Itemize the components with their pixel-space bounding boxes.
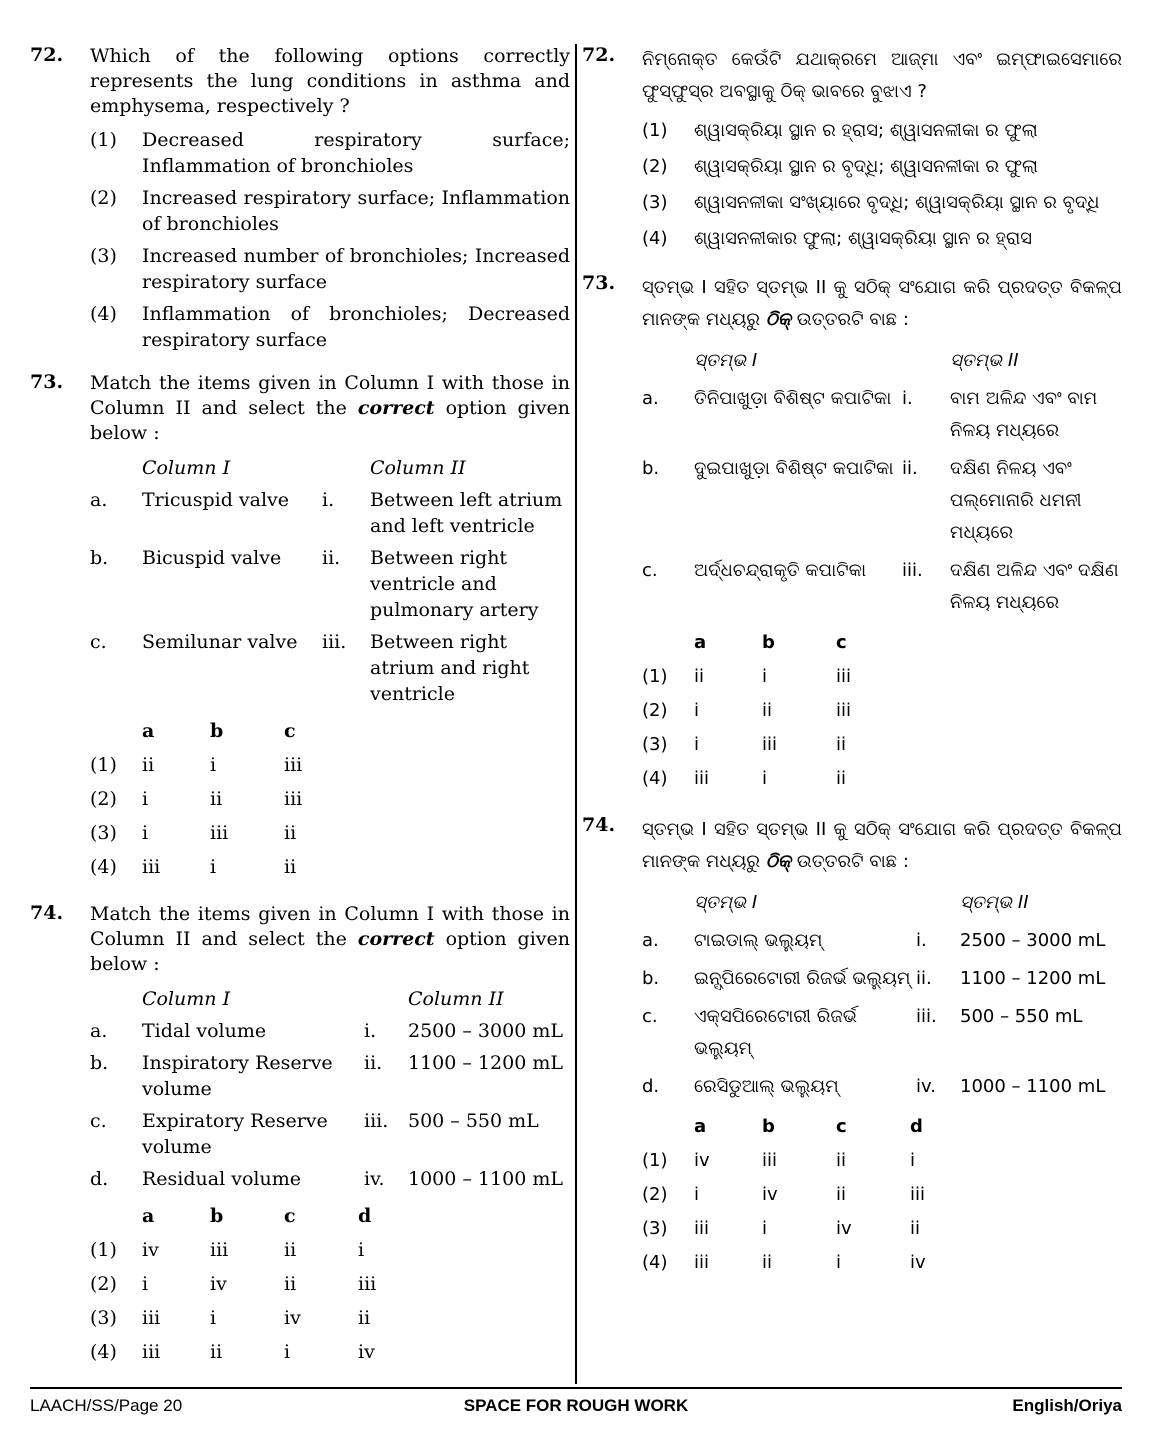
answer-cell: i xyxy=(694,734,700,755)
answer-cell: i xyxy=(142,822,149,844)
answer-row xyxy=(90,850,358,884)
options xyxy=(90,127,570,353)
answer-row xyxy=(90,816,358,850)
match-table xyxy=(90,452,570,710)
column-2-heading: ସ୍ତମ୍ଭ II xyxy=(960,892,1029,913)
row-item: Inspiratory Reserve volume xyxy=(142,1052,333,1100)
answer-row xyxy=(90,1335,432,1369)
match-table xyxy=(642,884,1122,1106)
question-number: 74. xyxy=(582,814,616,836)
grid-head: c xyxy=(284,720,296,742)
option-number: (4) xyxy=(642,228,668,249)
row-key: c. xyxy=(90,631,107,653)
answer-number: (2) xyxy=(90,1273,117,1295)
footer-rule xyxy=(30,1387,1122,1389)
match-header xyxy=(642,884,1122,922)
row-key: c. xyxy=(90,1110,107,1132)
options xyxy=(642,116,1122,254)
column-1-heading: Column I xyxy=(142,988,231,1010)
question-text xyxy=(642,814,1122,878)
column-2-heading: ସ୍ତମ୍ଭ II xyxy=(950,350,1019,371)
question-number: 72. xyxy=(30,44,64,66)
row-key: a. xyxy=(90,1020,108,1042)
answer-number: (1) xyxy=(90,1239,117,1261)
row-roman: ii. xyxy=(364,1052,383,1074)
row-match: ଦକ୍ଷିଣ ଅଳିନ୍ଦ ଏବଂ ଦକ୍ଷିଣ ନିଳୟ ମଧ୍ୟରେ xyxy=(950,560,1119,613)
column-1-heading: ସ୍ତମ୍ଭ I xyxy=(694,350,758,371)
option xyxy=(642,224,1122,254)
column-2-heading: Column II xyxy=(408,988,504,1010)
question-74 xyxy=(30,902,570,1369)
answer-cell: iv xyxy=(910,1252,926,1273)
answer-cell: iv xyxy=(284,1307,301,1329)
answer-cell: iv xyxy=(358,1341,375,1363)
match-table xyxy=(642,342,1122,622)
answer-cell: i xyxy=(694,1184,700,1205)
answer-cell: ii xyxy=(284,822,297,844)
row-key: b. xyxy=(642,968,660,989)
option-number: (4) xyxy=(90,303,117,325)
row-match: 500 – 550 mL xyxy=(408,1110,539,1132)
question-number: 73. xyxy=(582,272,616,294)
answer-cell: iii xyxy=(210,822,229,844)
row-item: Residual volume xyxy=(142,1168,301,1190)
row-roman: iii. xyxy=(322,631,347,653)
row-item: ତିନିପାଖୁଡ଼ା ବିଶିଷ୍ଟ କପାଟିକା xyxy=(694,388,892,409)
emphasis-correct: correct xyxy=(357,928,435,950)
row-item: ଇନ୍ସ୍ପିରେଟୋରୀ ରିଜର୍ଭ ଭଲ୍ୟୁମ୍ xyxy=(694,968,911,989)
answer-grid xyxy=(642,1110,984,1280)
answer-row xyxy=(642,1178,984,1212)
option-text: ଶ୍ୱାସକ୍ରିୟା ସ୍ଥାନ ର ବୃଦ୍ଧି; ଶ୍ୱାସନଳୀକା ର ଫୁଲା xyxy=(694,156,1039,177)
language-label: English/Oriya xyxy=(1012,1396,1122,1415)
row-roman: i. xyxy=(902,388,913,409)
question-73-oriya xyxy=(582,272,1122,796)
row-roman: iii. xyxy=(902,560,923,581)
option-text: Increased number of bronchioles; Increased respiratory surface xyxy=(142,245,570,293)
answer-cell: i xyxy=(284,1341,291,1363)
row-match: Between right atrium and right ventricle xyxy=(370,631,530,705)
option-text: Inflammation of bronchioles; Decreased respiratory surface xyxy=(142,303,570,351)
row-match: ବାମ ଅଳିନ୍ଦ ଏବଂ ବାମ ନିଳୟ ମଧ୍ୟରେ xyxy=(950,388,1098,441)
row-match: ଦକ୍ଷିଣ ନିଳୟ ଏବଂ ପଲ୍ମୋନାରି ଧମନୀ ମଧ୍ୟରେ xyxy=(950,458,1082,543)
match-row xyxy=(642,450,1122,552)
row-key: a. xyxy=(90,489,108,511)
answer-cell: ii xyxy=(210,788,223,810)
row-match: 2500 – 3000 mL xyxy=(960,930,1106,951)
answer-row xyxy=(642,694,910,728)
answer-cell: ii xyxy=(910,1218,921,1239)
row-roman: iii. xyxy=(916,1006,937,1027)
emphasis-correct: correct xyxy=(357,397,435,419)
row-roman: ii. xyxy=(916,968,932,989)
answer-cell: iii xyxy=(694,1252,710,1273)
answer-row xyxy=(642,728,910,762)
grid-head: b xyxy=(762,632,775,653)
row-item: ଟାଇଡାଲ୍ ଭଲ୍ୟୁମ୍ xyxy=(694,930,823,951)
answer-cell: iii xyxy=(284,788,303,810)
match-header xyxy=(90,983,568,1015)
row-key: b. xyxy=(642,458,660,479)
question-number: 73. xyxy=(30,371,64,393)
answer-cell: iii xyxy=(142,856,161,878)
option-number: (3) xyxy=(642,192,668,213)
answer-grid xyxy=(642,626,910,796)
emphasis-correct: ଠିକ୍ xyxy=(765,309,792,330)
oriya-column xyxy=(582,44,1122,1298)
question-72-oriya xyxy=(582,44,1122,254)
option xyxy=(642,116,1122,146)
row-match: 1100 – 1200 mL xyxy=(408,1052,563,1074)
option xyxy=(90,243,570,295)
answer-cell: iii xyxy=(358,1273,377,1295)
question-text-a: Match the items given in Column I with those in Column II and select the xyxy=(90,372,570,419)
question-text-c: ଉତ୍ତରଟି ବାଛ : xyxy=(791,309,909,330)
row-key: a. xyxy=(642,388,659,409)
answer-number: (3) xyxy=(642,1218,668,1239)
rough-work-label: SPACE FOR ROUGH WORK xyxy=(463,1396,689,1415)
match-row xyxy=(90,1105,568,1163)
question-text: Which of the following options correctly represents the lung conditions in asthma and emphysema, respectively ? xyxy=(90,45,570,117)
answer-cell: i xyxy=(210,754,217,776)
column-1-heading: Column I xyxy=(142,457,231,479)
row-item: Expiratory Reserve volume xyxy=(142,1110,328,1158)
answer-number: (2) xyxy=(642,1184,668,1205)
question-number: 74. xyxy=(30,902,64,924)
match-header xyxy=(642,342,1122,380)
answer-cell: ii xyxy=(836,1184,847,1205)
row-key: b. xyxy=(90,1052,109,1074)
answer-number: (1) xyxy=(90,754,117,776)
option-text: ଶ୍ୱାସକ୍ରିୟା ସ୍ଥାନ ର ହ୍ରାସ; ଶ୍ୱାସନଳୀକା ର ଫୁଲା xyxy=(694,120,1038,141)
answer-cell: iii xyxy=(694,768,710,789)
grid-head: c xyxy=(284,1205,296,1227)
english-column xyxy=(30,44,570,1387)
question-74-oriya xyxy=(582,814,1122,1280)
answer-cell: iii xyxy=(762,1150,778,1171)
match-row xyxy=(90,626,570,710)
grid-head: c xyxy=(836,632,847,653)
option-text: ଶ୍ୱାସନଳୀକା ସଂଖ୍ୟାରେ ବୃଦ୍ଧି; ଶ୍ୱାସକ୍ରିୟା ସ୍ଥାନ ର ବୃଦ୍ଧି xyxy=(694,192,1100,213)
option-number: (2) xyxy=(90,187,117,209)
row-item: ଅର୍ଦ୍ଧଚନ୍ଦ୍ରାକୃତି କପାଟିକା xyxy=(694,560,867,581)
question-text xyxy=(642,272,1122,336)
answer-number: (4) xyxy=(642,768,668,789)
match-row xyxy=(642,1068,1122,1106)
question-text-c: ଉତ୍ତରଟି ବାଛ : xyxy=(791,851,909,872)
match-row xyxy=(642,380,1122,450)
answer-cell: i xyxy=(910,1150,916,1171)
answer-row xyxy=(90,1301,432,1335)
question-text-a: ସ୍ତମ୍ଭ I ସହିତ ସ୍ତମ୍ଭ II କୁ ସଠିକ୍ ସଂଯୋଗ କରି ପ୍ରଦତ୍ତ ବିକଳ୍ପ ମାନଙ୍କ ମଧ୍ୟରୁ xyxy=(642,819,1122,872)
row-match: 1100 – 1200 mL xyxy=(960,968,1106,989)
option xyxy=(90,185,570,237)
answer-row xyxy=(642,762,910,796)
row-item: ରେସିଡୁଆଲ୍ ଭଲ୍ୟୁମ୍ xyxy=(694,1076,839,1097)
answer-cell: ii xyxy=(358,1307,371,1329)
answer-cell: ii xyxy=(210,1341,223,1363)
option-number: (2) xyxy=(642,156,668,177)
row-roman: iv. xyxy=(916,1076,936,1097)
match-row xyxy=(90,1047,568,1105)
answer-number: (3) xyxy=(642,734,668,755)
question-text-a: ସ୍ତମ୍ଭ I ସହିତ ସ୍ତମ୍ଭ II କୁ ସଠିକ୍ ସଂଯୋଗ କରି ପ୍ରଦତ୍ତ ବିକଳ୍ପ ମାନଙ୍କ ମଧ୍ୟରୁ xyxy=(642,277,1122,330)
row-key: c. xyxy=(642,560,658,581)
answer-row xyxy=(90,782,358,816)
question-number: 72. xyxy=(582,44,616,66)
match-table xyxy=(90,983,568,1195)
row-roman: ii. xyxy=(902,458,918,479)
grid-head: c xyxy=(836,1116,847,1137)
question-text xyxy=(90,371,570,446)
question-text-a: Match the items given in Column I with those in Column II and select the xyxy=(90,903,570,950)
answer-cell: iv xyxy=(142,1239,159,1261)
answer-cell: iii xyxy=(910,1184,926,1205)
answer-cell: iv xyxy=(836,1218,852,1239)
answer-cell: ii xyxy=(836,768,847,789)
answer-number: (3) xyxy=(90,822,117,844)
row-key: d. xyxy=(90,1168,109,1190)
answer-number: (3) xyxy=(90,1307,117,1329)
question-text-c: option given below : xyxy=(90,928,570,975)
grid-head: b xyxy=(210,720,224,742)
row-key: c. xyxy=(642,1006,658,1027)
answer-cell: i xyxy=(694,700,700,721)
grid-head: a xyxy=(694,1116,707,1137)
row-item: Semilunar valve xyxy=(142,631,298,653)
answer-cell: i xyxy=(142,1273,149,1295)
match-row xyxy=(642,922,1122,960)
answer-number: (4) xyxy=(90,1341,117,1363)
option xyxy=(642,152,1122,182)
answer-cell: ii xyxy=(836,734,847,755)
answer-cell: ii xyxy=(284,1273,297,1295)
row-match: 1000 – 1100 mL xyxy=(408,1168,563,1190)
answer-row xyxy=(642,660,910,694)
row-item: Bicuspid valve xyxy=(142,547,282,569)
answer-grid xyxy=(90,714,358,884)
row-match: Between left atrium and left ventricle xyxy=(370,489,563,537)
match-row xyxy=(90,1163,568,1195)
answer-row xyxy=(642,1212,984,1246)
answer-cell: iii xyxy=(210,1239,229,1261)
row-roman: i. xyxy=(364,1020,377,1042)
option xyxy=(90,127,570,179)
emphasis-correct: ଠିକ୍ xyxy=(765,851,792,872)
row-roman: ii. xyxy=(322,547,341,569)
answer-row xyxy=(642,1246,984,1280)
grid-head: a xyxy=(142,1205,155,1227)
answer-grid-header xyxy=(642,1110,984,1144)
row-item: Tidal volume xyxy=(142,1020,267,1042)
row-key: d. xyxy=(642,1076,660,1097)
row-item: ଦୁଇପାଖୁଡ଼ା ବିଶିଷ୍ଟ କପାଟିକା xyxy=(694,458,894,479)
grid-head: d xyxy=(910,1116,923,1137)
column-divider xyxy=(575,44,577,1384)
answer-grid xyxy=(90,1199,432,1369)
question-text-c: option given below : xyxy=(90,397,570,444)
answer-number: (1) xyxy=(642,666,668,687)
row-key: a. xyxy=(642,930,659,951)
question-73 xyxy=(30,371,570,884)
row-match: 1000 – 1100 mL xyxy=(960,1076,1106,1097)
answer-cell: iii xyxy=(142,1341,161,1363)
row-key: b. xyxy=(90,547,109,569)
answer-grid-header xyxy=(642,626,910,660)
row-roman: iii. xyxy=(364,1110,389,1132)
answer-cell: ii xyxy=(694,666,705,687)
answer-cell: ii xyxy=(762,700,773,721)
grid-head: b xyxy=(762,1116,775,1137)
row-item: Tricuspid valve xyxy=(142,489,290,511)
match-header xyxy=(90,452,570,484)
match-row xyxy=(642,998,1122,1068)
page-code: LAACH/SS/Page 20 xyxy=(30,1396,183,1415)
question-text xyxy=(90,902,570,977)
match-row xyxy=(90,542,570,626)
row-roman: i. xyxy=(322,489,335,511)
answer-row xyxy=(90,1233,432,1267)
answer-grid-header xyxy=(90,714,358,748)
answer-cell: ii xyxy=(142,754,155,776)
grid-head: a xyxy=(142,720,155,742)
answer-row xyxy=(90,748,358,782)
answer-cell: i xyxy=(142,788,149,810)
answer-cell: iii xyxy=(284,754,303,776)
answer-row xyxy=(90,1267,432,1301)
answer-cell: iii xyxy=(836,666,852,687)
answer-cell: i xyxy=(210,856,217,878)
answer-number: (2) xyxy=(90,788,117,810)
answer-number: (2) xyxy=(642,700,668,721)
answer-cell: iv xyxy=(694,1150,710,1171)
row-roman: iv. xyxy=(364,1168,385,1190)
grid-head: d xyxy=(358,1205,372,1227)
match-row xyxy=(642,552,1122,622)
row-match: Between right ventricle and pulmonary artery xyxy=(370,547,539,621)
answer-cell: ii xyxy=(284,856,297,878)
row-item: ଏକ୍ସପିରେଟୋରୀ ରିଜର୍ଭ ଭଲ୍ୟୁମ୍ xyxy=(694,1006,857,1059)
match-row xyxy=(642,960,1122,998)
question-text: ନିମ୍ନୋକ୍ତ କେଉଁଟି ଯଥାକ୍ରମେ ଆଜ୍ମା ଏବଂ ଇମ୍ଫାଇସେମାରେ ଫୁସ୍ଫୁସ୍‌ର ଅବସ୍ଥାକୁ ଠିକ୍ ଭାବରେ ବୁଝାଏ ? xyxy=(642,49,1122,102)
option-number: (1) xyxy=(642,120,668,141)
answer-cell: i xyxy=(358,1239,365,1261)
column-2-heading: Column II xyxy=(370,457,466,479)
match-row xyxy=(90,1015,568,1047)
answer-cell: i xyxy=(210,1307,217,1329)
option-text: Decreased respiratory surface; Inflammation of bronchioles xyxy=(142,129,570,177)
question-72 xyxy=(30,44,570,353)
option-text: Increased respiratory surface; Inflammation of bronchioles xyxy=(142,187,570,235)
option xyxy=(90,301,570,353)
answer-cell: ii xyxy=(284,1239,297,1261)
answer-cell: iii xyxy=(142,1307,161,1329)
answer-cell: i xyxy=(762,666,768,687)
answer-number: (4) xyxy=(90,856,117,878)
answer-cell: iv xyxy=(762,1184,778,1205)
option-number: (3) xyxy=(90,245,117,267)
row-match: 2500 – 3000 mL xyxy=(408,1020,563,1042)
answer-cell: i xyxy=(836,1252,842,1273)
grid-head: b xyxy=(210,1205,224,1227)
answer-number: (1) xyxy=(642,1150,668,1171)
answer-cell: iv xyxy=(210,1273,227,1295)
answer-grid-header xyxy=(90,1199,432,1233)
column-1-heading: ସ୍ତମ୍ଭ I xyxy=(694,892,758,913)
answer-row xyxy=(642,1144,984,1178)
answer-cell: i xyxy=(762,1218,768,1239)
option xyxy=(642,188,1122,218)
answer-number: (4) xyxy=(642,1252,668,1273)
answer-cell: ii xyxy=(762,1252,773,1273)
option-number: (1) xyxy=(90,129,117,151)
grid-head: a xyxy=(694,632,707,653)
match-row xyxy=(90,484,570,542)
answer-cell: iii xyxy=(694,1218,710,1239)
row-roman: i. xyxy=(916,930,927,951)
option-text: ଶ୍ୱାସନଳୀକାର ଫୁଲା; ଶ୍ୱାସକ୍ରିୟା ସ୍ଥାନ ର ହ୍ରାସ xyxy=(694,228,1033,249)
answer-cell: i xyxy=(762,768,768,789)
answer-cell: ii xyxy=(836,1150,847,1171)
answer-cell: iii xyxy=(762,734,778,755)
row-match: 500 – 550 mL xyxy=(960,1006,1083,1027)
answer-cell: iii xyxy=(836,700,852,721)
